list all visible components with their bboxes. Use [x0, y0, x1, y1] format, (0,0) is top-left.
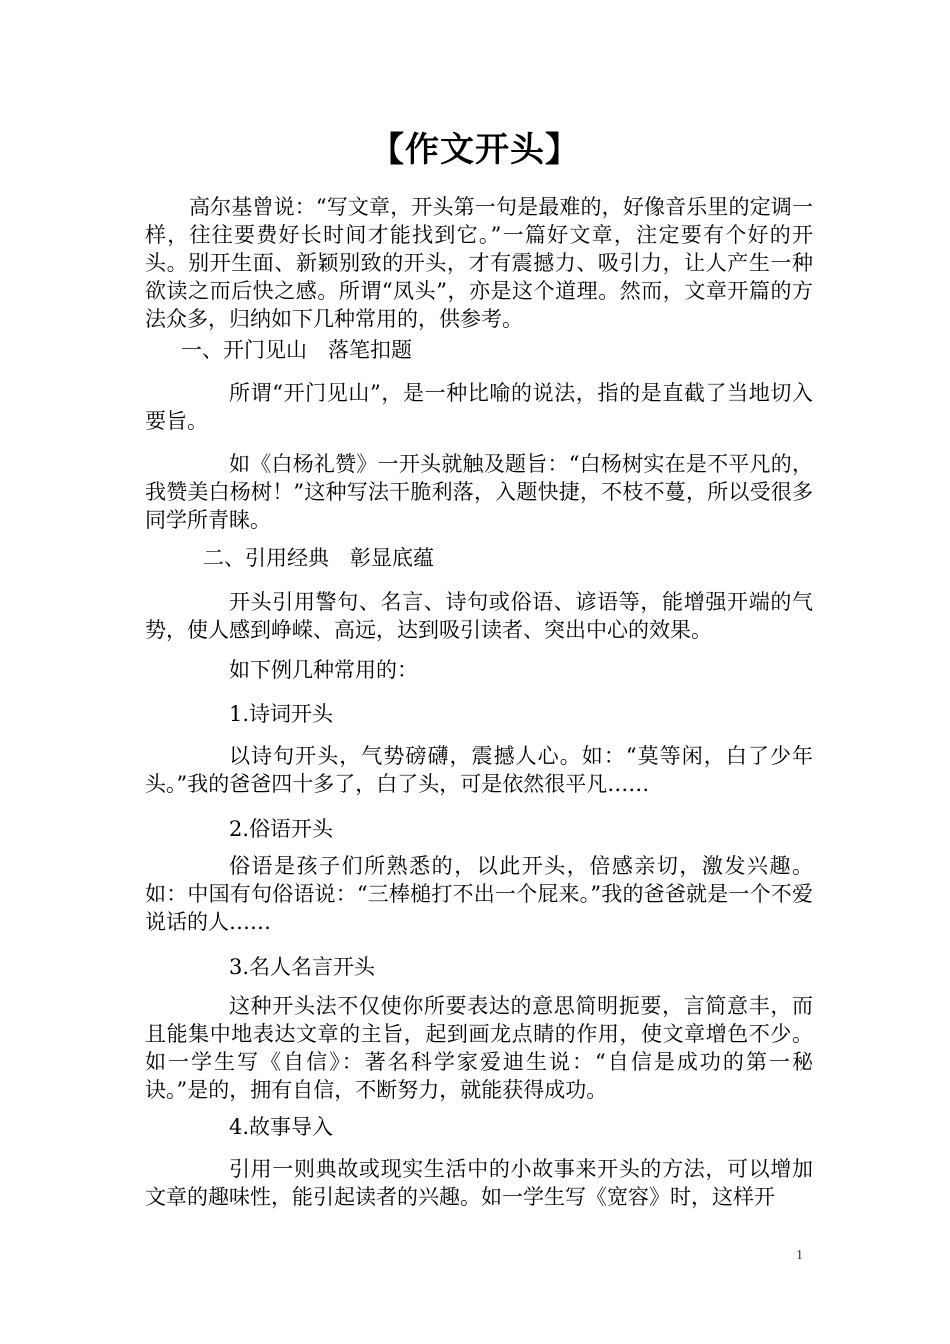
page-number: 1: [796, 1248, 803, 1263]
section1-heading-block: [145, 336, 813, 364]
section2-paragraph-1: 开头引用警句、名言、诗句或俗语、谚语等，能增强开端的气势，使人感到峥嵘、高远，达到吸引读者、突出中心的效果。: [145, 590, 813, 642]
section2-heading-block: [145, 544, 813, 572]
intro-paragraph: 高尔基曾说：“写文章，开头第一句是最难的，好像音乐里的定调一样，往往要费好长时间才能找到它。”一篇好文章，注定要有个好的开头。别开生面、新颖别致的开头，才有震撼力、吸引力，让人产生一种欲读之而后快之感。所谓“凤头”，亦是这个道理。然而，文章开篇的方法众多，归纳如下几种常用的，供参考。: [145, 195, 813, 331]
section1-paragraph-2: 如《白杨礼赞》一开头就触及题旨：“白杨树实在是不平凡的，我赞美白杨树！”这种写法干脆利落，入题快捷，不枝不蔓，所以受很多同学所青睐。: [145, 452, 813, 532]
section2-p2-block: [145, 656, 813, 684]
section2-heading: 二、引用经典 彰显底蕴: [203, 546, 434, 570]
subsection-3-heading: 3.名人名言开头: [229, 955, 376, 979]
sub1-heading-block: [145, 700, 813, 728]
sub3-heading-block: [145, 953, 813, 981]
subsection-4-text: 引用一则典故或现实生活中的小故事来开头的方法，可以增加文章的趣味性，能引起读者的兴趣。如一学生写《宽容》时，这样开: [145, 1157, 813, 1209]
page-title: 【作文开头】: [370, 130, 580, 170]
sub3-text-block: [145, 992, 813, 1104]
section1-paragraph-1: 所谓“开门见山”，是一种比喻的说法，指的是直截了当地切入要旨。: [145, 381, 813, 433]
sub4-heading-block: [145, 1113, 813, 1141]
section1-p2-block: [145, 450, 813, 534]
intro-block: [145, 193, 813, 333]
sub4-text-block: [145, 1155, 813, 1211]
subsection-1-text: 以诗句开头，气势磅礴，震撼人心。如：“莫等闲，白了少年头。”我的爸爸四十多了，白了头，可是依然很平凡……: [145, 744, 813, 796]
sub2-heading-block: [145, 815, 813, 843]
section2-p1-block: [145, 588, 813, 644]
sub2-text-block: [145, 852, 813, 936]
section1-heading: 一、开门见山 落笔扣题: [181, 338, 412, 362]
subsection-3-text: 这种开头法不仅使你所要表达的意思简明扼要，言简意丰，而且能集中地表达文章的主旨，起到画龙点睛的作用，使文章增色不少。如一学生写《自信》：著名科学家爱迪生说：“自信是成功的第一秘诀。”是的，拥有自信，不断努力，就能获得成功。: [145, 994, 813, 1102]
section2-paragraph-2: 如下例几种常用的：: [229, 658, 418, 682]
sub1-text-block: [145, 742, 813, 798]
subsection-2-text: 俗语是孩子们所熟悉的，以此开头，倍感亲切，激发兴趣。如：中国有句俗语说：“三棒槌打不出一个屁来。”我的爸爸就是一个不爱说话的人……: [145, 854, 813, 934]
subsection-2-heading: 2.俗语开头: [229, 817, 334, 841]
subsection-1-heading: 1.诗词开头: [229, 702, 334, 726]
section1-p1-block: [145, 379, 813, 435]
subsection-4-heading: 4.故事导入: [229, 1115, 334, 1139]
